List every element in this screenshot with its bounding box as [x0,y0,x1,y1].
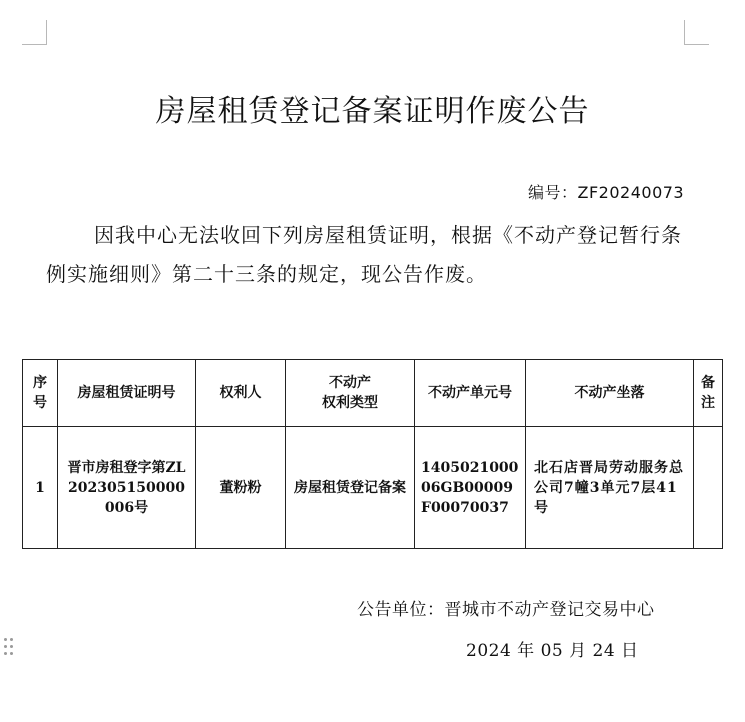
header-owner: 权利人 [196,360,286,427]
table-row [23,427,723,549]
cell-unit-no: 140502100006GB00009F00070037 [415,427,526,549]
header-index: 序号 [23,360,58,427]
page-corner-mark-top-right [684,20,709,45]
body-paragraph: 因我中心无法收回下列房屋租赁证明，根据《不动产登记暂行条例实施细则》第二十三条的规定，现公告作废。 [46,223,682,286]
header-right-type-line2: 权利类型 [322,395,378,411]
header-unit-no: 不动产单元号 [415,360,526,427]
cell-index: 1 [23,427,58,549]
issue-date: 2024 年 05 月 24 日 [466,641,639,661]
header-location: 不动产坐落 [526,360,694,427]
cell-location: 北石店晋局劳动服务总公司7幢3单元7层41号 [526,427,694,549]
header-cert-no: 房屋租赁证明号 [58,360,196,427]
table-header-row [23,360,723,427]
cell-remark [694,427,723,549]
header-right-type [286,360,415,427]
issuing-unit: 公告单位：晋城市不动产登记交易中心 [357,600,655,620]
page-corner-mark-top-left [22,20,47,45]
cell-cert-no: 晋市房租登字第ZL202305150000006号 [58,427,196,549]
document-title: 房屋租赁登记备案证明作废公告 [155,94,590,129]
cell-owner: 董粉粉 [196,427,286,549]
drag-handle-icon[interactable] [4,638,14,656]
cell-right-type: 房屋租赁登记备案 [286,427,415,549]
header-remark: 备注 [694,360,723,427]
header-right-type-line1: 不动产 [329,375,371,391]
document-number: 编号：ZF20240073 [528,183,685,202]
records-table [22,359,723,549]
